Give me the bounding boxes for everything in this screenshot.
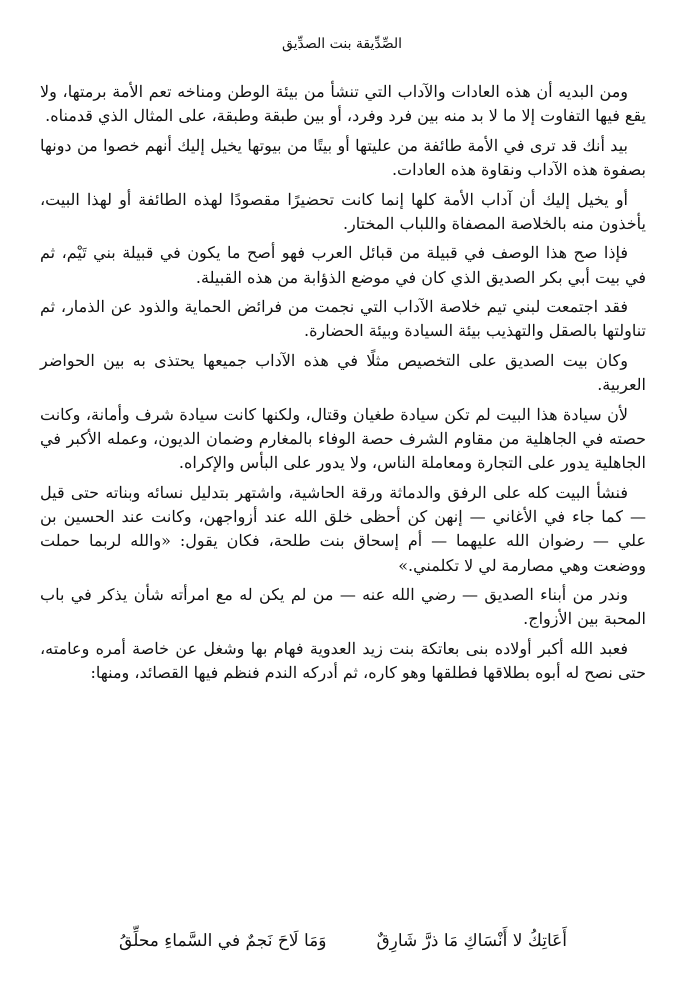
paragraph: ومن البديه أن هذه العادات والآداب التي تنشأ من بيئة الوطن ومناخه تعم الأمة برمتها، ولا يقع فيها التفاوت إلا ما لا بد منه بين فرد وفرد، أو بين طبقة وطبقة، على المثال الذي قدمناه. bbox=[40, 82, 646, 126]
paragraph: وندر من أبناء الصديق — رضي الله عنه — من لم يكن له مع امرأته شأن يذكر في باب المحبة بين الأزواج. bbox=[40, 585, 646, 629]
verse-second-hemistich: وَمَا لَاحَ نَجمٌ في السَّماءِ محلِّقُ bbox=[119, 931, 327, 951]
paragraph: بيد أنك قد ترى في الأمة طائفة من عليتها أو بيتًا من بيوتها يخيل إليك أنهم خصوا من دونها بصفوة هذه الآداب ونقاوة هذه العادات. bbox=[40, 135, 646, 180]
paragraph: فعبد الله أكبر أولاده بنى بعاتكة بنت زيد العدوية فهام بها وشغل عن خاصة أمره وعامته، حتى نصح له أبوه بطلاقها فطلقها وهو كاره، ثم أدركه الندم فنظم فيها القصائد، ومنها: bbox=[40, 638, 646, 683]
paragraph: فنشأ البيت كله على الرفق والدماثة ورقة الحاشية، واشتهر بتدليل نسائه وبناته حتى قيل — كما جاء في الأغاني — إنهن كن أحظى خلق الله عند أزواجهن، وكانت عند الحسين بن علي — رضوان الله عليهما — أم إسحاق بنت طلحة، فكان يقول: «والله لربما حملت ووضعت وهي مصارمة لي لا تكلمني.» bbox=[40, 482, 646, 575]
paragraph: فإذا صح هذا الوصف في قبيلة من قبائل العرب فهو أصح ما يكون في قبيلة بني تَيْم، ثم في بيت أبي بكر الصديق الذي كان في موضع الذؤابة من هذه القبيلة. bbox=[40, 243, 646, 287]
paragraph: لأن سيادة هذا البيت لم تكن سيادة طغيان وقتال، ولكنها كانت سيادة شرف وأمانة، وكانت حصته في الجاهلية من مقاوم الشرف حصة الوفاء بالمغارم وضمان الديون، وعمله الأكبر في الجاهلية يدور على التجارة ومعاملة الناس، ولا يدور على البأس والإكراه. bbox=[40, 404, 646, 473]
paragraph: فقد اجتمعت لبني تيم خلاصة الآداب التي نجمت من فرائض الحماية والذود عن الذمار، ثم تناولتها بالصقل والتهذيب بيئة السيادة وبيئة الحضارة. bbox=[40, 297, 646, 341]
poem-verse bbox=[40, 928, 646, 954]
verse-first-hemistich: أَعَاتِكُ لا أَنْسَاكِ مَا ذرَّ شَارِقٌ bbox=[376, 931, 567, 951]
body-text bbox=[40, 80, 646, 691]
running-head: الصِّدِّيقة بنت الصدِّيق bbox=[281, 36, 403, 52]
paragraph: أو يخيل إليك أن آداب الأمة كلها إنما كانت تحضيرًا مقصودًا لهذه الطائفة أو لهذا البيت، يأخذون منه بالخلاصة المصفاة واللباب المختار. bbox=[40, 189, 646, 233]
paragraph: وكان بيت الصديق على التخصيص مثلًا في هذه الآداب جميعها يحتذى به بين الحواضر العربية. bbox=[40, 350, 646, 395]
